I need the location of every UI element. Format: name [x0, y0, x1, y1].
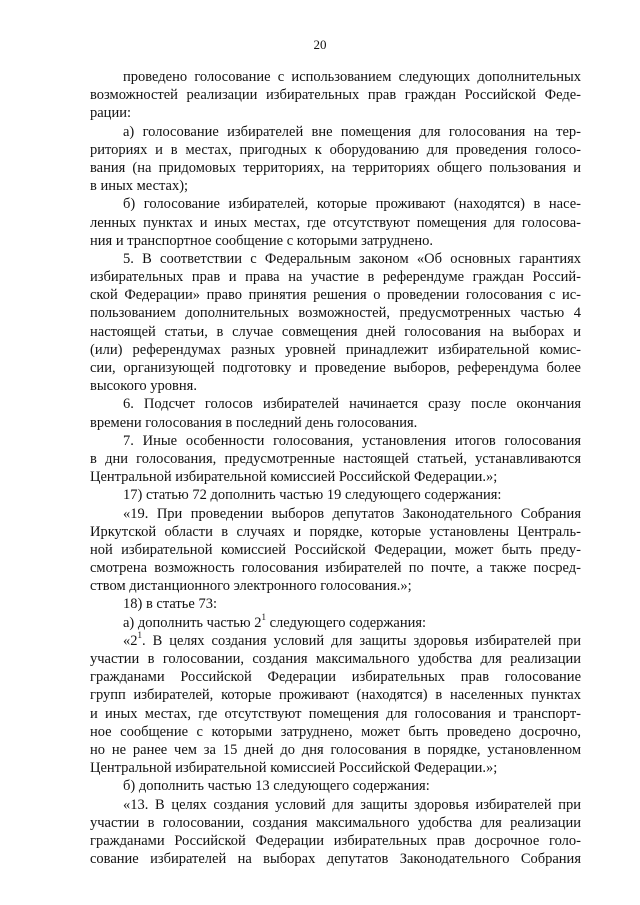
text-line: настоящей статьи, в случае совмещения дней голосования на выборах и — [90, 323, 581, 340]
para-17 — [90, 486, 581, 504]
text-line: «19. При проведении выборов депутатов Законодательного Собрания — [123, 505, 581, 522]
text-line: (или) референдумах разных уровней принадлежит избирательной комис- — [90, 341, 581, 358]
text-line: времени голосования в последний день голосования. — [90, 414, 418, 431]
para-intro — [90, 68, 581, 123]
para-item-b — [90, 195, 581, 250]
text-line: сование избирателей на выборах депутатов Законодательного Собрания — [90, 851, 581, 868]
text-line: б) дополнить частью 13 следующего содержания: — [123, 778, 430, 795]
text-line: рации: — [90, 105, 131, 122]
text-line: гражданами Российской Федерации избирательных прав досрочное голо- — [90, 832, 581, 849]
text-line: ное сообщение с которыми затруднено, может быть проведено досрочно, — [90, 723, 581, 740]
para-19 — [90, 505, 581, 596]
text-line: 5. В соответствии с Федеральным законом «Об основных гарантиях — [123, 250, 581, 267]
text-line: пользованием дополнительных возможностей, предусмотренных частью 4 — [90, 305, 581, 322]
text-line: вания (на придомовых территориях, на территориях общего пользования и — [90, 159, 581, 176]
text-line: в иных местах); — [90, 178, 189, 195]
text-line: ством дистанционного электронного голосования.»; — [90, 578, 412, 595]
text-line: сии, организующей подготовку и проведение выборов, референдума более — [90, 360, 581, 376]
text-line: «13. В целях создания условий для защиты здоровья избирателей при — [123, 796, 581, 813]
text-line: Центральной избирательной комиссией Российской Федерации.»; — [90, 760, 498, 777]
text-line: Центральной избирательной комиссией Российской Федерации.»; — [90, 469, 498, 486]
para-7 — [90, 432, 581, 487]
text-line: гражданами Российской Федерации избирательных прав голосование — [90, 669, 581, 686]
text-line: ния и транспортное сообщение с которыми затруднено. — [90, 232, 434, 249]
text-line: ной избирательной комиссией Российской Федерации, может быть преду- — [90, 541, 581, 558]
text-line: 7. Иные особенности голосования, установления итогов голосования — [123, 432, 581, 449]
text-line: но не ранее чем за 15 дней до дня голосования в порядке, установленном — [90, 741, 581, 758]
text-line: а) дополнить частью $2^1$ следующего содержания: — [123, 611, 427, 631]
text-line: проведено голосование с использованием следующих дополнительных — [123, 69, 581, 85]
para-13 — [90, 796, 581, 869]
para-6 — [90, 395, 581, 431]
page-number: 20 — [313, 37, 327, 52]
text-line: 17) статью 72 дополнить частью 19 следующего содержания: — [123, 487, 502, 504]
para-5 — [90, 250, 581, 396]
para-item-a — [90, 123, 581, 196]
para-18-b — [90, 777, 581, 795]
para-2-1 — [90, 629, 581, 778]
text-line: участии в голосовании, создания максимального удобства для реализации — [90, 651, 581, 667]
document-body — [90, 68, 581, 868]
para-18 — [90, 595, 581, 613]
text-line: б) голосование избирателей, которые проживают (находятся) в насе- — [123, 196, 581, 213]
text-line: 6. Подсчет голосов избирателей начинается сразу после окончания — [123, 396, 581, 413]
text-line: групп избирателей, которые проживают (находятся) в населенных пунктах — [90, 687, 581, 704]
text-line: и иных местах, где отсутствуют помещения для голосования и транспорт- — [90, 705, 581, 722]
text-line: 18) в статье 73: — [123, 596, 217, 613]
text-line: а) голосование избирателей вне помещения для голосования на тер- — [123, 123, 581, 140]
text-line: риториях и в местах, пригодных к оборудованию для проведения голосо- — [90, 141, 581, 158]
text-line: Иркутской области в случаях и порядке, которые установлены Централь- — [90, 523, 581, 540]
text-line: смотрена возможность голосования избирателей по почте, а также посред- — [90, 560, 581, 577]
text-line: высокого уровня. — [90, 378, 197, 395]
text-line: ленных пунктах и иных местах, где отсутствуют помещения для голосова- — [90, 214, 581, 231]
text-line: «$2^1$. В целях создания условий для защиты здоровья избирателей при — [123, 629, 581, 649]
text-line: участии в голосовании, создания максимального удобства для реализации — [90, 814, 581, 831]
para-18-a — [90, 611, 581, 632]
text-line: ской Федерации» право принятия решения о проведении голосования с ис- — [90, 287, 581, 304]
text-line: избирательных прав и права на участие в референдуме граждан Россий- — [90, 269, 581, 286]
text-line: в дни голосования, предусмотренные настоящей статьей, устанавливаются — [90, 450, 581, 467]
text-line: возможностей реализации избирательных прав граждан Российской Феде- — [90, 87, 581, 104]
